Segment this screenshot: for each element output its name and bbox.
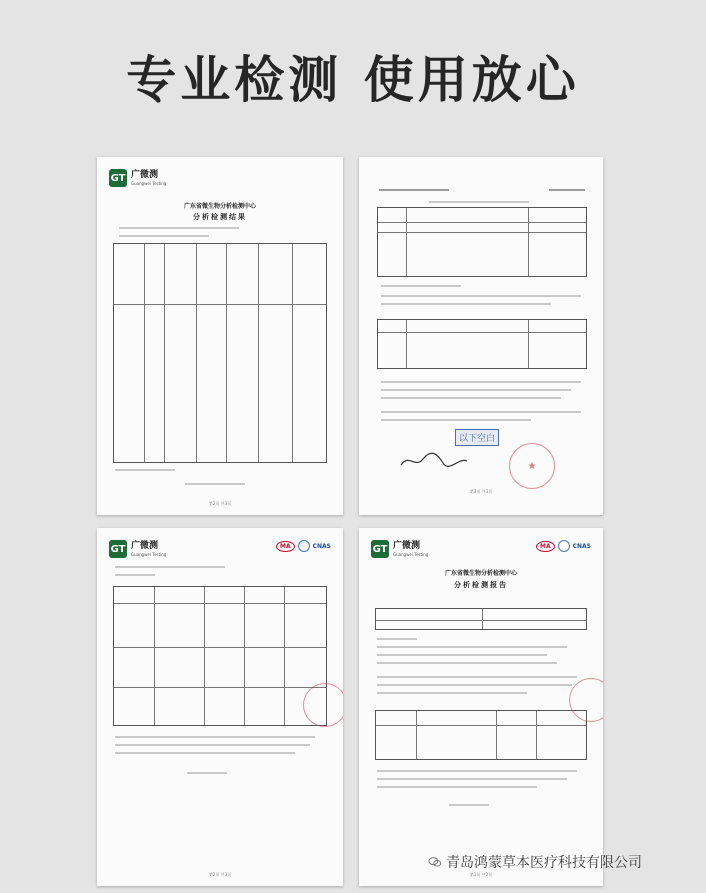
report-org [97, 201, 343, 210]
report-org-name: 广东省微生物分析检测中心 [183, 203, 256, 210]
data-table-1 [377, 207, 587, 277]
watermark-text: 青岛鸿蒙草本医疗科技有限公司 [446, 855, 642, 871]
page-number: 第2页 共3页 [208, 501, 232, 506]
cma-badge: MA [276, 541, 295, 552]
lab-logo [371, 540, 428, 558]
lab-logo-name-en: Guangwei Testing [131, 180, 167, 186]
lab-logo-name: 广微测 [131, 540, 159, 551]
banner-title: 专业检测 使用放心 [126, 51, 580, 109]
test-report-page-1 [97, 157, 343, 515]
data-table-2 [377, 319, 587, 369]
lab-logo-icon: GT [109, 540, 127, 558]
test-report-page-4 [359, 528, 603, 886]
page-number: 第2页 共3页 [208, 872, 232, 877]
signature-image [399, 449, 469, 471]
source-watermark [428, 852, 642, 872]
result-table [375, 710, 587, 760]
result-table [113, 586, 327, 726]
official-seal [303, 683, 343, 727]
result-table [113, 243, 327, 463]
page-number: 第1页 共2页 [469, 872, 493, 877]
lab-logo-name-en: Guangwei Testing [393, 551, 429, 557]
cnas-badge: CNAS [312, 542, 331, 550]
official-seal: ★ [509, 443, 555, 489]
report-title: 分析检测报告 [454, 581, 508, 589]
lab-logo-icon: GT [371, 540, 389, 558]
lab-logo-name: 广微测 [393, 540, 421, 551]
page-number: 第3页 共3页 [469, 489, 493, 494]
test-report-page-2 [359, 157, 603, 515]
cnas-badge: CNAS [572, 542, 591, 550]
lab-logo-icon: GT [109, 169, 127, 187]
lab-logo-name: 广微测 [131, 169, 159, 180]
sample-info-table [375, 608, 587, 630]
ilac-badge [298, 540, 310, 552]
report-org-name: 广东省微生物分析检测中心 [444, 570, 517, 577]
report-title: 分析检测结果 [193, 213, 247, 221]
test-report-page-3 [97, 528, 343, 886]
lab-logo-name-en: Guangwei Testing [131, 551, 167, 557]
certification-badges [536, 540, 591, 552]
cma-badge: MA [536, 541, 555, 552]
lab-logo [109, 169, 166, 187]
blank-below-stamp: 以下空白 [455, 429, 499, 446]
ilac-badge [558, 540, 570, 552]
certification-badges [276, 540, 331, 552]
lab-logo [109, 540, 166, 558]
wechat-icon [428, 855, 442, 869]
page-banner [0, 0, 706, 130]
